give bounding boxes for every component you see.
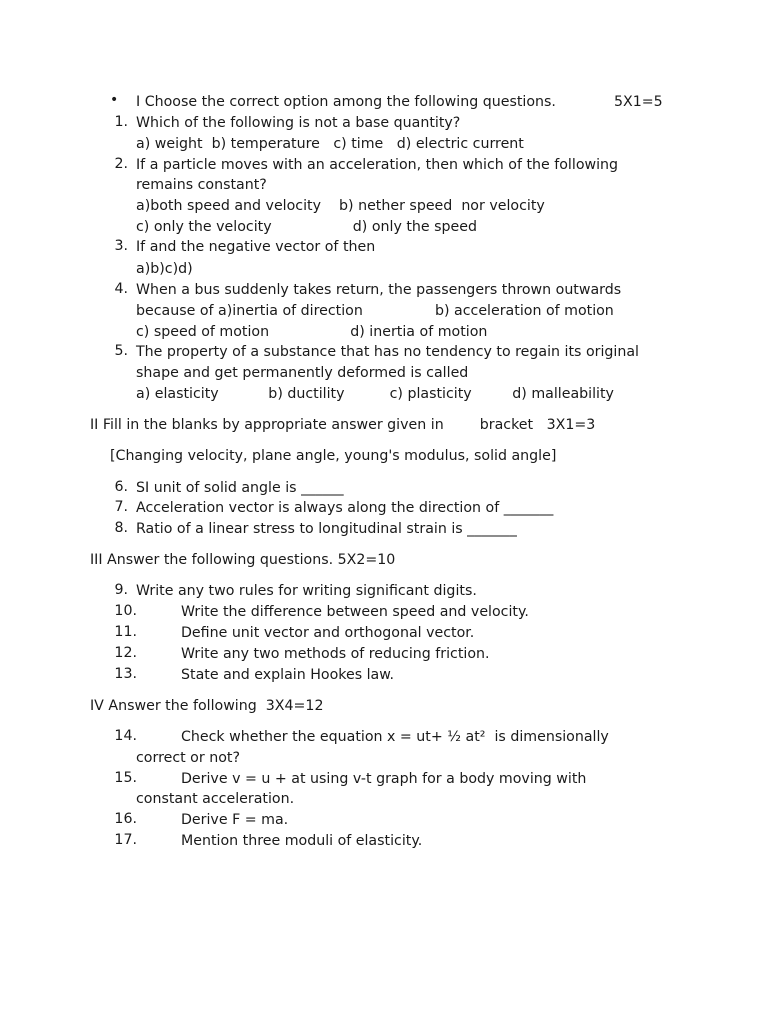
question-number: 2.	[114, 156, 128, 172]
question-options: a)both speed and velocity b) nether speed nor velocity	[136, 198, 545, 214]
question-number: 8.	[114, 520, 128, 536]
question-text: Acceleration vector is always along the direction of _______	[136, 500, 554, 516]
question-text: Define unit vector and orthogonal vector.	[181, 625, 475, 641]
question-number: 17.	[114, 832, 137, 848]
question-options: a) elasticity b) ductility c) plasticity d) malleability	[136, 386, 614, 402]
question-text: When a bus suddenly takes return, the passengers thrown outwards	[136, 282, 622, 298]
question-text: Check whether the equation x = ut+ ½ at² is dimensionally	[181, 729, 609, 745]
question-text: Which of the following is not a base quantity?	[136, 115, 461, 131]
section4-heading: IV Answer the following 3X4=12	[90, 698, 324, 714]
question-text: State and explain Hookes law.	[181, 667, 395, 683]
bullet-marker: •	[110, 92, 119, 108]
answer-bank: [Changing velocity, plane angle, young's modulus, solid angle]	[110, 448, 557, 464]
question-text: If and the negative vector of then	[136, 239, 376, 255]
question-text: correct or not?	[136, 750, 240, 766]
question-number: 3.	[114, 238, 128, 254]
question-text: If a particle moves with an acceleration, then which of the following	[136, 157, 619, 173]
question-text: Ratio of a linear stress to longitudinal strain is _______	[136, 521, 517, 537]
question-number: 5.	[114, 343, 128, 359]
question-options: because of a)inertia of direction b) acceleration of motion	[136, 303, 614, 319]
question-number: 16.	[114, 811, 137, 827]
question-options: a) weight b) temperature c) time d) electric current	[136, 136, 524, 152]
question-number: 4.	[114, 281, 128, 297]
question-text: Derive F = ma.	[181, 812, 289, 828]
question-text: remains constant?	[136, 177, 267, 193]
question-number: 9.	[114, 582, 128, 598]
question-number: 10.	[114, 603, 137, 619]
question-text: Write any two methods of reducing friction.	[181, 646, 490, 662]
section2-heading: II Fill in the blanks by appropriate answer given in bracket 3X1=3	[90, 417, 596, 433]
question-number: 13.	[114, 666, 137, 682]
question-text: Mention three moduli of elasticity.	[181, 833, 423, 849]
question-number: 15.	[114, 770, 137, 786]
section3-heading: III Answer the following questions. 5X2=10	[90, 552, 396, 568]
question-text: shape and get permanently deformed is called	[136, 365, 469, 381]
question-text: constant acceleration.	[136, 791, 295, 807]
question-text: The property of a substance that has no tendency to regain its original	[136, 344, 639, 360]
question-text: Write the difference between speed and velocity.	[181, 604, 529, 620]
question-text: Write any two rules for writing significant digits.	[136, 583, 477, 599]
question-number: 11.	[114, 624, 137, 640]
section1-marks: 5X1=5	[614, 94, 663, 110]
question-options: a)b)c)d)	[136, 261, 193, 277]
question-number: 6.	[114, 479, 128, 495]
question-number: 14.	[114, 728, 137, 744]
question-number: 1.	[114, 114, 128, 130]
question-number: 12.	[114, 645, 137, 661]
question-text: Derive v = u + at using v-t graph for a body moving with	[181, 771, 587, 787]
question-text: SI unit of solid angle is ______	[136, 480, 344, 496]
section1-heading: I Choose the correct option among the following questions.	[136, 94, 556, 110]
question-number: 7.	[114, 499, 128, 515]
question-options: c) speed of motion d) inertia of motion	[136, 324, 488, 340]
question-options: c) only the velocity d) only the speed	[136, 219, 478, 235]
